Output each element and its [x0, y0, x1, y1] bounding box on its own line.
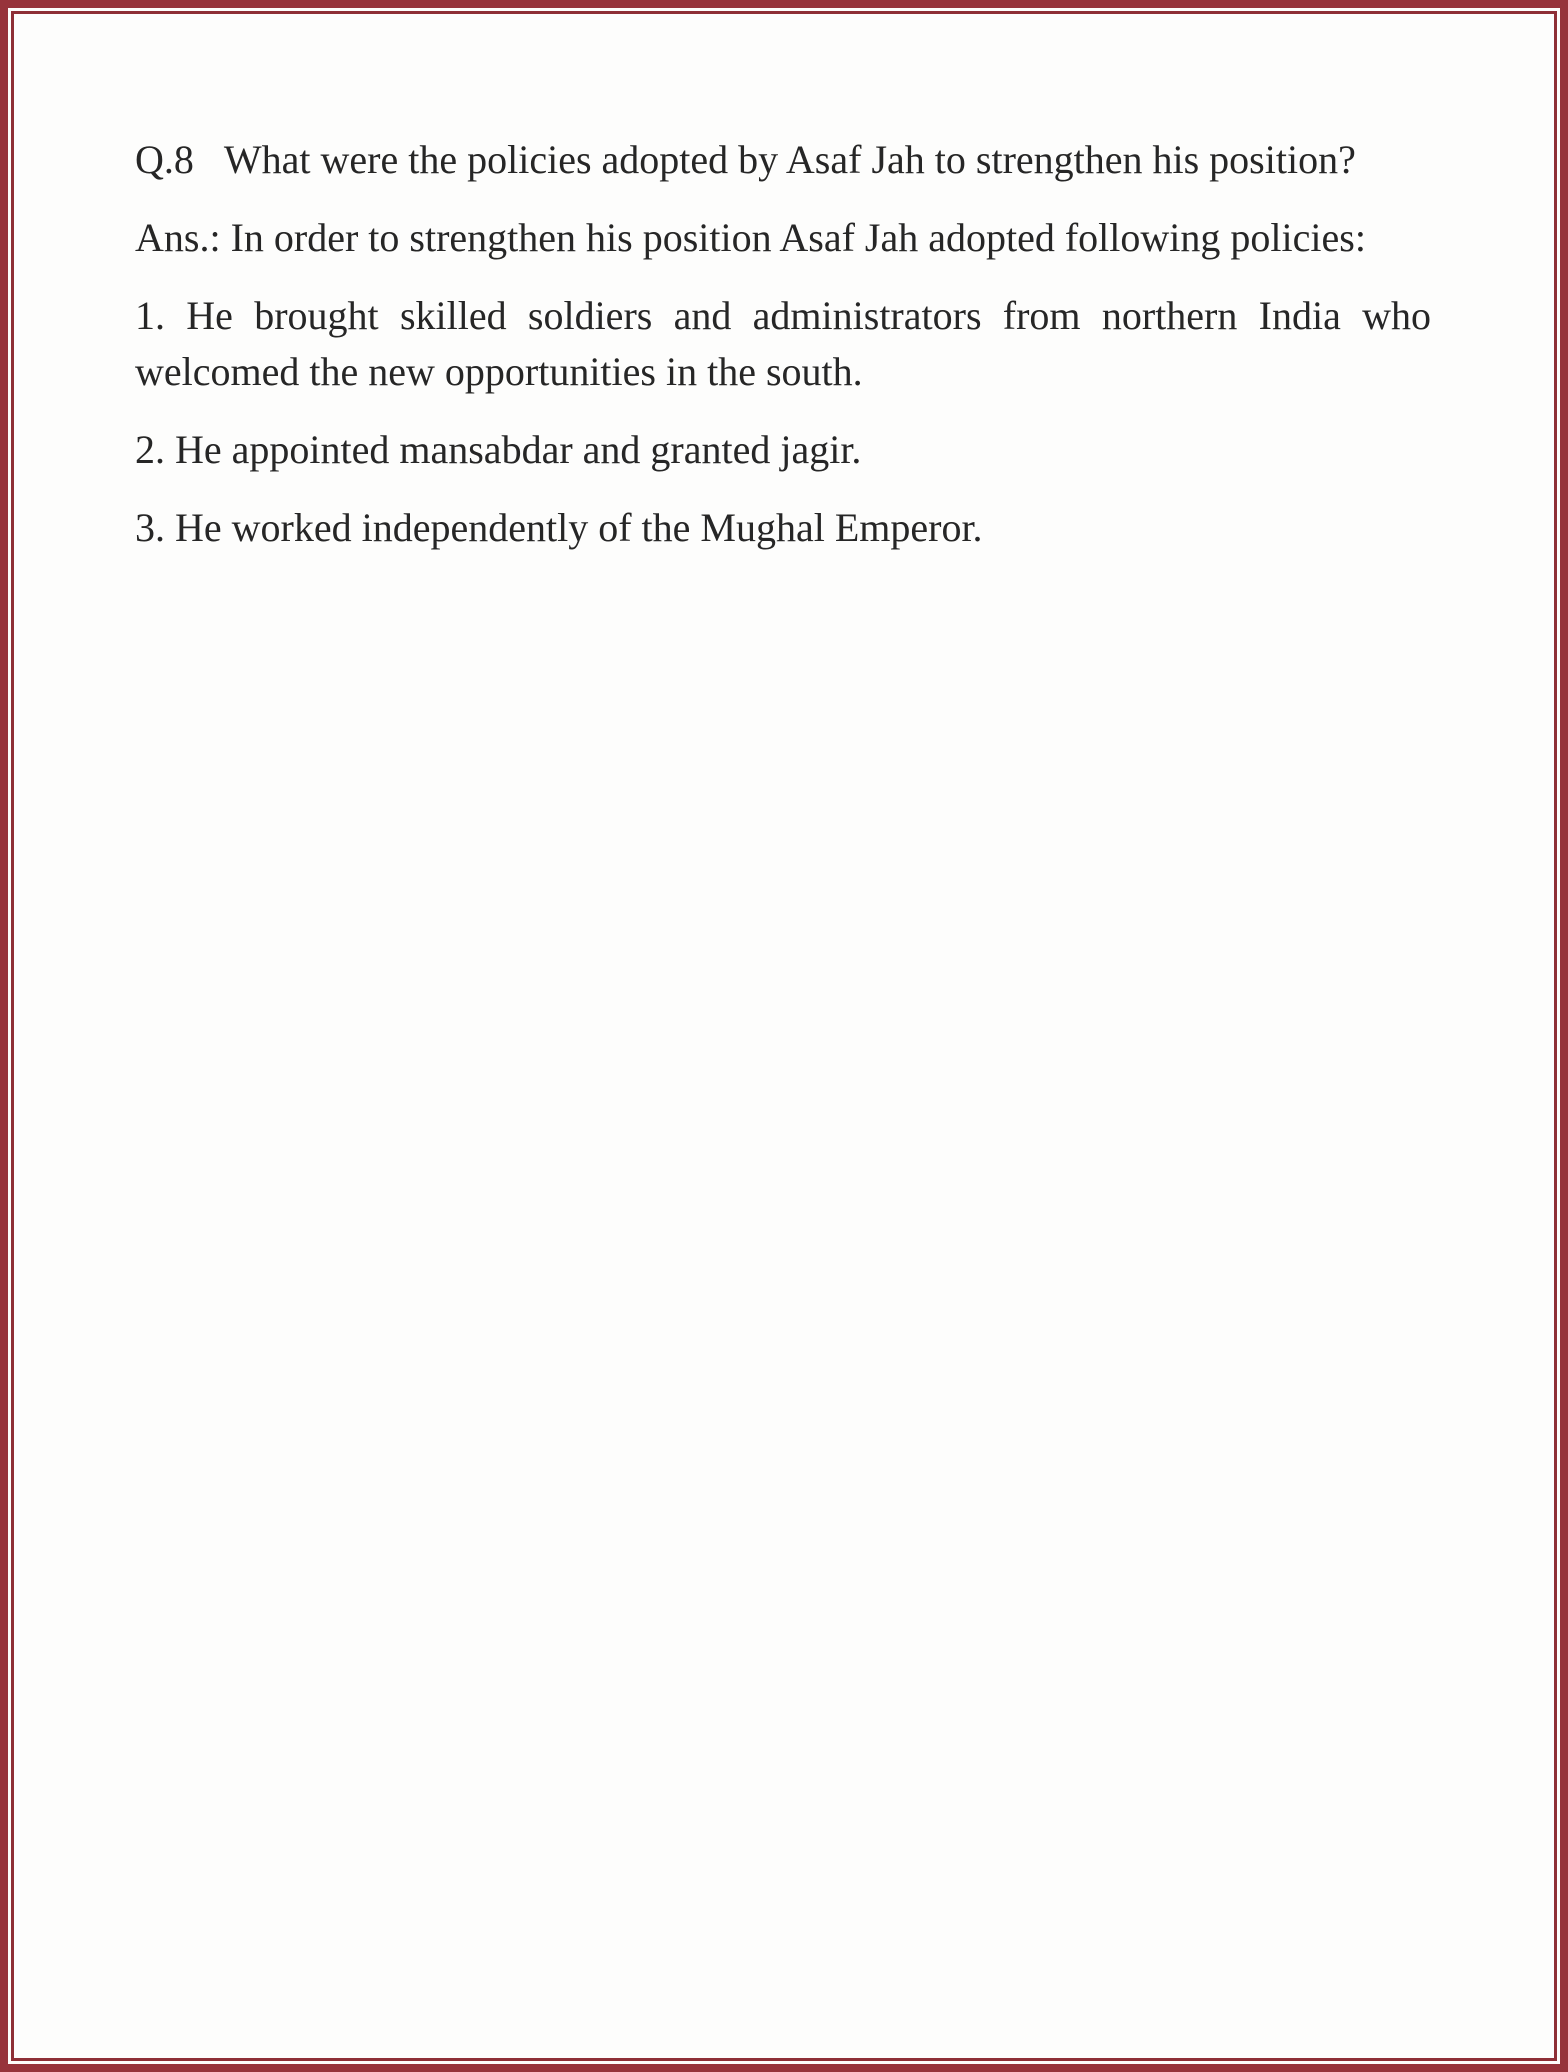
answer-point-3: 3. He worked independently of the Mughal Emperor.	[135, 505, 983, 550]
answer-intro: Ans.: In order to strengthen his position Asaf Jah adopted following policies:	[135, 215, 1366, 260]
question	[135, 132, 1431, 188]
question-number: Q.8	[135, 137, 194, 182]
answer-point-1: 1. He brought skilled soldiers and administrators from northern India who welcomed the new opportunities in the south.	[135, 293, 1431, 394]
question-text: What were the policies adopted by Asaf Jah to strengthen his position?	[223, 137, 1356, 182]
answer-point-2: 2. He appointed mansabdar and granted jagir.	[135, 427, 862, 472]
document-body	[135, 132, 1431, 578]
